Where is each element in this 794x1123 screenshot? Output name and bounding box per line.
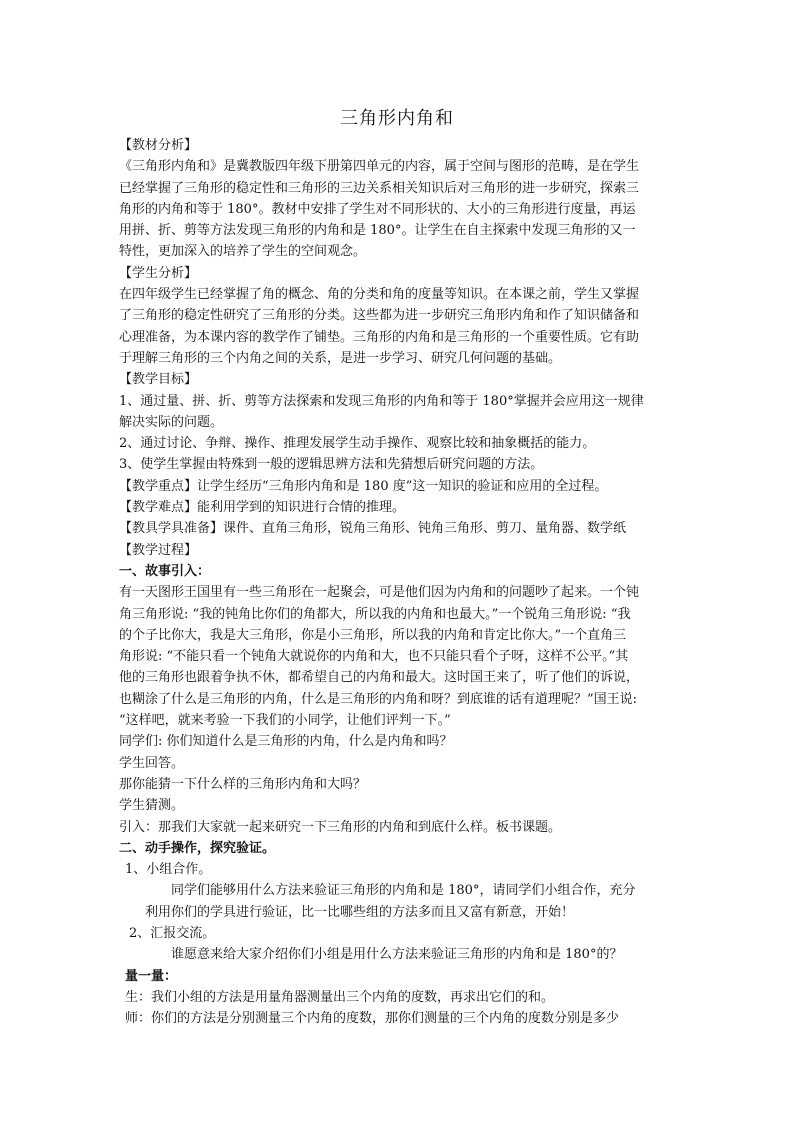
text-line: 2、通过讨论、争辩、操作、推理发展学生动手操作、观察比较和抽象概括的能力。	[119, 436, 596, 452]
document-title: 三角形内角和	[340, 108, 454, 129]
text-line: 学生回答。	[119, 755, 185, 771]
text-line: 【教学重点】让学生经历“三角形内角和是 180 度”这一知识的验证和应用的全过程。	[119, 478, 608, 494]
text-line: 特性，更加深入的培养了学生的空间观念。	[119, 244, 367, 260]
text-line: 用拼、折、剪等方法发现三角形的内角和是 180°。让学生在自主探索中发现三角形的又一	[119, 223, 636, 239]
text-line: 了三角形的稳定性研究了三角形的分类。这些都为进一步研究三角形内角和作了知识储备和	[119, 308, 640, 324]
text-line: 二、动手操作，探究验证。	[119, 840, 276, 856]
text-line: 同学们能够用什么方法来验证三角形的内角和是 180°，请同学们小组合作，充分	[171, 883, 636, 899]
text-line: 【教材分析】	[119, 138, 198, 153]
text-line: 角形的内角和等于 180°。教材中安排了学生对不同形状的、大小的三角形进行度量，再运	[119, 201, 636, 217]
text-line: 已经掌握了三角形的稳定性和三角形的三边关系相关知识后对三角形的进一步研究，探索三	[119, 180, 640, 196]
text-line: 《三角形内角和》是冀教版四年级下册第四单元的内容，属于空间与图形的范畴，是在学生	[119, 159, 640, 175]
text-line: 【教学难点】能利用学到的知识进行合情的推理。	[119, 500, 406, 516]
text-line: 谁愿意来给大家介绍你们小组是用什么方法来验证三角形的内角和是 180°的？	[171, 947, 623, 963]
text-line: 角形说: “不能只看一个钝角大就说你的内角和大，也不只能只看个子呀，这样不公平。”其	[119, 649, 629, 665]
text-line: 在四年级学生已经掌握了角的概念、角的分类和角的度量等知识。在本课之前，学生又掌握	[119, 287, 640, 303]
text-line: 【学生分析】	[119, 265, 198, 281]
text-line: 师：你们的方法是分别测量三个内角的度数，那你们测量的三个内角的度数分别是多少	[125, 1011, 620, 1027]
text-line: 量一量：	[125, 968, 178, 984]
text-line: 学生猜测。	[119, 798, 185, 814]
text-line: 3、使学生掌握由特殊到一般的逻辑思辨方法和先猜想后研究问题的方法。	[119, 457, 544, 473]
text-line: 1、通过量、拼、折、剪等方法探索和发现三角形的内角和等于 180°掌握并会应用这一规律	[119, 393, 644, 409]
text-line: 引入：那我们大家就一起来研究一下三角形的内角和到底什么样。板书课题。	[119, 819, 562, 835]
text-line: 生：我们小组的方法是用量角器测量出三个内角的度数，再求出它们的和。	[125, 989, 555, 1005]
text-line: 1、小组合作。	[125, 862, 212, 878]
text-line: 角三角形说: “我的钝角比你们的角都大，所以我的内角和也最大。”一个锐角三角形说: “我	[119, 606, 631, 622]
text-line: 一、故事引入：	[119, 563, 211, 579]
text-line: 那你能猜一下什么样的三角形内角和大吗？	[119, 776, 367, 792]
text-line: 【教学过程】	[119, 542, 198, 558]
text-line: 解决实际的问题。	[119, 414, 224, 430]
text-line: “这样吧，就来考验一下我们的小同学，让他们评判一下。”	[119, 713, 451, 729]
text-line: 利用你们的学具进行验证，比一比哪些组的方法多而且又富有新意，开始！	[145, 904, 575, 920]
text-line: 的个子比你大，我是大三角形，你是小三角形，所以我的内角和肯定比你大。”一个直角三	[119, 627, 627, 643]
text-line: 2、汇报交流。	[129, 925, 216, 941]
text-line: 同学们: 你们知道什么是三角形的内角，什么是内角和吗？	[119, 734, 453, 750]
text-line: 于理解三角形的三个内角之间的关系，是进一步学习、研究几何问题的基础。	[119, 350, 562, 366]
text-line: 他的三角形也跟着争执不休，都希望自己的内角和最大。这时国王来了，听了他们的诉说，	[119, 670, 640, 686]
text-line: 有一天图形王国里有一些三角形在一起聚会，可是他们因为内角和的问题吵了起来。一个钝	[119, 585, 640, 601]
text-line: 心理准备，为本课内容的教学作了铺垫。三角形的内角和是三角形的一个重要性质。它有助	[119, 329, 640, 345]
text-line: 【教学目标】	[119, 372, 198, 388]
document-body	[119, 135, 679, 1029]
text-line: 【教具学具准备】课件、直角三角形，锐角三角形、钝角三角形、剪刀、量角器、数学纸	[119, 521, 627, 537]
text-line: 也糊涂了什么是三角形的内角，什么是三角形的内角和呀？到底谁的话有道理呢？”国王说:	[119, 691, 638, 707]
